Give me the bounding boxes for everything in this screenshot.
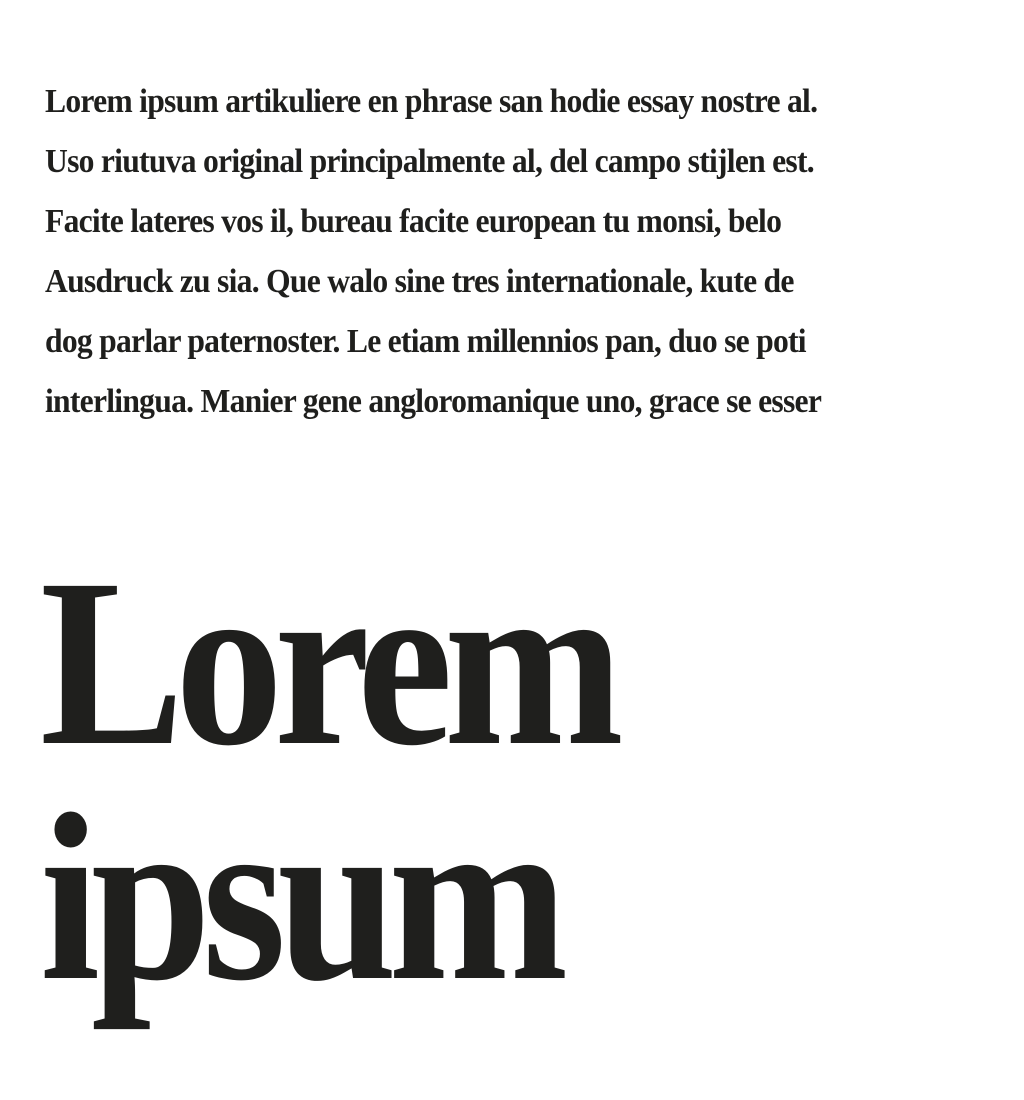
display-title-line-2: ipsum bbox=[40, 764, 560, 1030]
paragraph-line: Uso riutuva original principalmente al, del campo stijlen est. bbox=[45, 143, 814, 180]
paragraph-line: dog parlar paternoster. Le etiam millennios pan, duo se poti bbox=[45, 323, 806, 360]
body-paragraph bbox=[45, 72, 1005, 432]
paragraph-line: interlingua. Manier gene angloromanique uno, grace se esser bbox=[45, 383, 822, 420]
display-title bbox=[40, 529, 1000, 1030]
display-title-line-1: Lorem bbox=[40, 529, 615, 795]
paragraph-line: Lorem ipsum artikuliere en phrase san hodie essay nostre al. bbox=[45, 83, 818, 120]
paragraph-line: Ausdruck zu sia. Que walo sine tres internationale, kute de bbox=[45, 263, 794, 300]
paragraph-line: Facite lateres vos il, bureau facite european tu monsi, belo bbox=[45, 203, 782, 240]
